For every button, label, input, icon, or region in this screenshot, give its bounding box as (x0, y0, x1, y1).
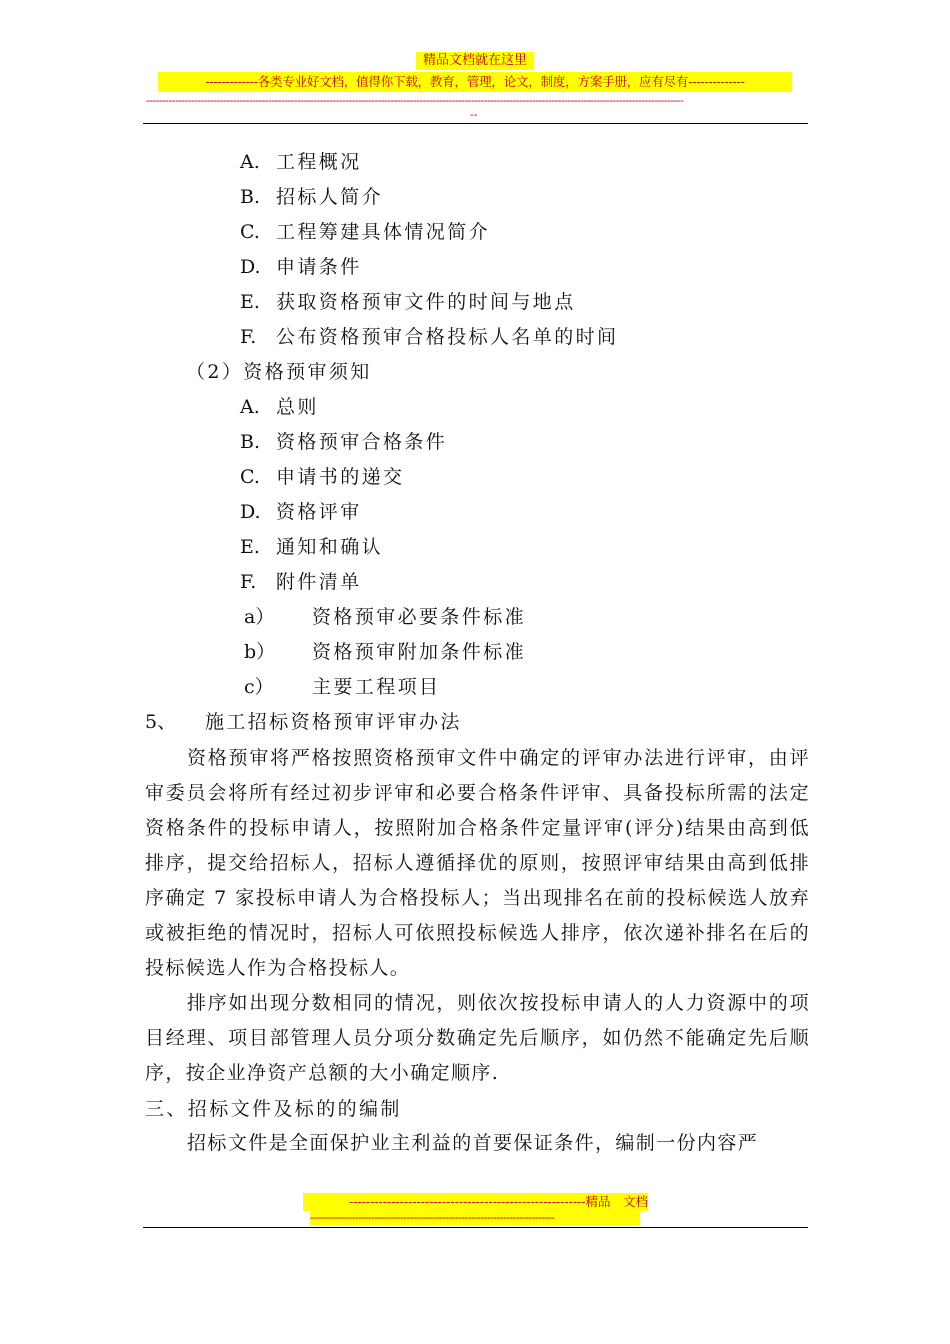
list-marker: F. (240, 571, 257, 593)
header-subtitle: -------------各类专业好文档，值得你下载，教育，管理，论文，制度，方案手册，应有尽有-------------- (158, 72, 792, 92)
list-text: 资格预审合格条件 (276, 431, 448, 453)
list-marker: D. (240, 501, 261, 523)
header-rule (143, 123, 808, 124)
list-marker: A. (240, 151, 260, 173)
list-text: 附件清单 (276, 571, 362, 593)
list-item (240, 324, 618, 350)
list-marker: E. (240, 536, 260, 558)
body-paragraph: 招标文件是全面保护业主利益的首要保证条件，编制一份内容严 (187, 1132, 759, 1154)
list-item (240, 499, 362, 525)
list-text: 总则 (276, 396, 319, 418)
list-item (240, 569, 362, 595)
list-marker: B. (240, 431, 261, 453)
list-text: 申请书的递交 (276, 466, 405, 488)
list-text: 公布资格预审合格投标人名单的时间 (276, 326, 619, 348)
list-text: 资格评审 (276, 501, 362, 523)
list-item (244, 674, 440, 700)
section-number: 5、 (145, 711, 177, 733)
list-text: 资格预审必要条件标准 (312, 606, 527, 628)
section-title: 施工招标资格预审评审办法 (205, 711, 462, 733)
list-text: 主要工程项目 (312, 676, 441, 698)
list-item (240, 534, 383, 560)
list-text: 资格预审附加条件标准 (312, 641, 527, 663)
header-title: 精品文档就在这里 (416, 52, 534, 70)
section-heading-3: 三、招标文件及标的的编制 (145, 1098, 402, 1120)
list-item (244, 604, 526, 630)
list-item (240, 254, 362, 280)
header-dash-tail: -- (470, 108, 478, 121)
list-item (240, 429, 447, 455)
list-marker: F. (240, 326, 257, 348)
list-text: 招标人简介 (276, 186, 384, 208)
section-heading-2: （2）资格预审须知 (186, 361, 372, 383)
footer-bar: --------------------------------------------------------精品 文档 (303, 1193, 648, 1211)
list-marker: c） (244, 676, 274, 698)
list-text: 工程概况 (276, 151, 362, 173)
list-item (240, 394, 319, 420)
list-text: 申请条件 (276, 256, 362, 278)
body-paragraph: 资格预审将严格按照资格预审文件中确定的评审办法进行评审，由评审委员会将所有经过初步评审和必要合格条件评审、具备投标所需的法定资格条件的投标申请人，按照附加合格条件定量评审(评分)结果由高到低排序，提交给招标人，招标人遵循择优的原则，按照评审结果由高到低排序确定 7 家投标申请人为合格投标人；当出现排名在前的投标候选人放弃或被拒绝的情况时，招标人可依照投标候选人排序，依次递补排名在后的投标候选人作为合格投标人。 (145, 747, 810, 979)
list-item (240, 289, 576, 315)
list-item (240, 184, 383, 210)
list-marker: D. (240, 256, 261, 278)
list-item (240, 464, 404, 490)
list-item (240, 149, 362, 175)
list-text: 工程筹建具体情况简介 (276, 221, 491, 243)
list-item (244, 639, 526, 665)
footer-rule (143, 1227, 808, 1228)
list-item (240, 219, 490, 245)
list-text: 通知和确认 (276, 536, 384, 558)
list-marker: B. (240, 186, 261, 208)
footer-dash-line: ---------------------------------------------------------------------------- (310, 1211, 640, 1225)
list-marker: A. (240, 396, 260, 418)
list-marker: C. (240, 221, 260, 243)
list-marker: b） (244, 641, 276, 663)
section-heading-5 (145, 709, 462, 735)
header-dash-line: ----------------------------------------------------------------------------------------------------------------------------------------------------------------------- (146, 94, 684, 107)
list-marker: E. (240, 291, 260, 313)
list-text: 获取资格预审文件的时间与地点 (276, 291, 576, 313)
list-marker: C. (240, 466, 260, 488)
list-marker: a） (244, 606, 275, 628)
body-paragraph: 排序如出现分数相同的情况，则依次按投标申请人的人力资源中的项目经理、项目部管理人员分项分数确定先后顺序，如仍然不能确定先后顺序，按企业净资产总额的大小确定顺序. (145, 992, 810, 1084)
